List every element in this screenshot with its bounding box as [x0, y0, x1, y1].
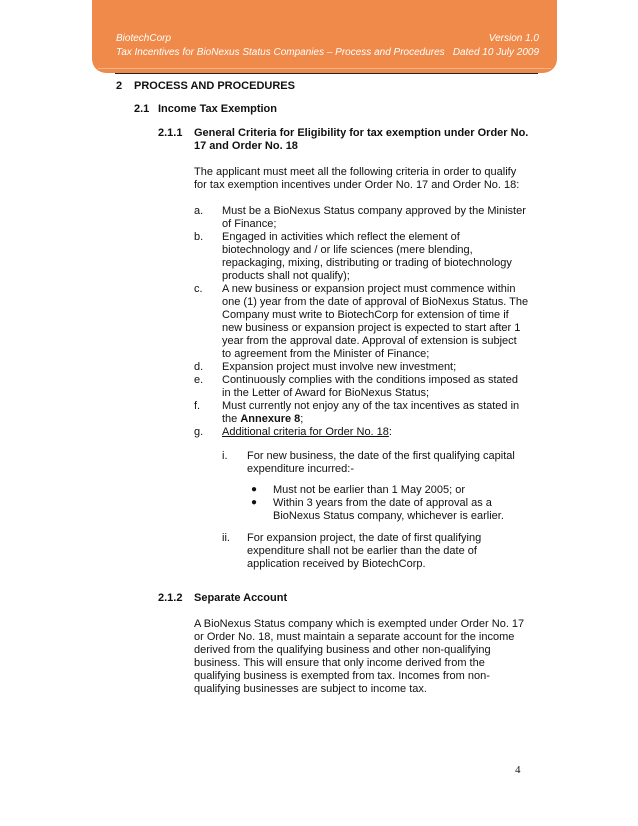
sub-i-line: expenditure incurred:-: [247, 463, 355, 475]
sub-i-line: For new business, the date of the first qualifying capital: [247, 450, 515, 462]
s211-intro-line1: The applicant must meet all the following criteria in order to qualify: [194, 166, 517, 178]
sub-ii-line: application received by BiotechCorp.: [247, 558, 426, 570]
annexure-ref: Annexure 8: [240, 413, 301, 425]
item-c-line: new business or expansion project is expected to start after 1: [222, 322, 521, 334]
s211-title-line2: 17 and Order No. 18: [194, 140, 298, 152]
s212-number: 2.1.2: [158, 592, 183, 604]
item-c-line: year from the approval date. Approval of extension is subject: [222, 335, 517, 347]
bullet-line: Within 3 years from the date of approval as a: [273, 497, 492, 509]
sub-ii-line: For expansion project, the date of first qualifying: [247, 532, 482, 544]
item-c-line: to agreement from the Minister of Finance;: [222, 348, 430, 360]
sub-i-marker: i.: [222, 450, 228, 462]
header-date: Dated 10 July 2009: [452, 47, 539, 58]
item-b-line: products shall not qualify);: [222, 270, 350, 282]
s212-line: or Order No. 18, must maintain a separate account for the income: [194, 631, 515, 643]
s211-intro-line2: for tax exemption incentives under Order No. 17 and Order No. 18:: [194, 179, 520, 191]
s212-line: derived from the qualifying business and other non-qualifying: [194, 644, 491, 656]
item-c-line: Company must write to BiotechCorp for extension of time if: [222, 309, 509, 321]
section-number: 2: [116, 80, 123, 92]
item-g-post: :: [388, 426, 392, 438]
subsection-title: Income Tax Exemption: [158, 103, 277, 115]
s211-number: 2.1.1: [158, 127, 183, 139]
sub-ii-marker: ii.: [222, 532, 230, 544]
header-org: BiotechCorp: [116, 33, 172, 44]
item-e-marker: e.: [194, 374, 204, 386]
item-b-marker: b.: [194, 231, 204, 243]
item-d-line: Expansion project must involve new investment;: [222, 361, 457, 373]
item-e-line: in the Letter of Award for BioNexus Status;: [222, 387, 430, 399]
item-a-line: Must be a BioNexus Status company approved by the Minister: [222, 205, 526, 217]
bullet-line: Must not be earlier than 1 May 2005; or: [273, 484, 465, 496]
sub-ii-line: expenditure shall not be earlier than the date of: [247, 545, 477, 557]
header-version: Version 1.0: [488, 33, 539, 44]
s212-line: qualifying business is exempted from tax. Incomes from non-: [194, 670, 490, 682]
item-b-line: Engaged in activities which reflect the element of: [222, 231, 460, 243]
item-c-marker: c.: [194, 283, 203, 295]
header-doc-title: Tax Incentives for BioNexus Status Companies – Process and Procedures: [116, 47, 445, 58]
page-number: 4: [515, 764, 521, 776]
item-a-marker: a.: [194, 205, 204, 217]
item-d-marker: d.: [194, 361, 204, 373]
s211-title-line1: General Criteria for Eligibility for tax exemption under Order No.: [194, 127, 529, 139]
item-a-line: of Finance;: [222, 218, 277, 230]
item-f-post: ;: [300, 413, 304, 425]
item-f-line-2: [222, 413, 303, 425]
item-b-line: repackaging, mixing, distributing or trading of biotechnology: [222, 257, 512, 269]
s212-line: business. This will ensure that only income derived from the: [194, 657, 485, 669]
bullet-icon: ●: [251, 497, 258, 508]
item-b-line: biotechnology and / or life sciences (mere blending,: [222, 244, 473, 256]
item-f-pre: the: [222, 413, 241, 425]
item-e-line: Continuously complies with the conditions imposed as stated: [222, 374, 518, 386]
item-f-marker: f.: [194, 400, 201, 412]
section-title: PROCESS AND PROCEDURES: [134, 80, 295, 92]
subsection-number: 2.1: [134, 103, 150, 115]
bullet-line: BioNexus Status company, whichever is earlier.: [273, 510, 504, 522]
s212-title: Separate Account: [194, 592, 288, 604]
item-g-marker: g.: [194, 426, 204, 438]
item-f-line: Must currently not enjoy any of the tax incentives as stated in: [222, 400, 520, 412]
s212-line: qualifying businesses are subject to income tax.: [194, 683, 427, 695]
item-c-line: one (1) year from the date of approval of BioNexus Status. The: [222, 296, 529, 308]
item-g-underlined: Additional criteria for Order No. 18: [222, 426, 389, 438]
s212-line: A BioNexus Status company which is exempted under Order No. 17: [194, 618, 525, 630]
header-rule: [115, 73, 538, 74]
item-c-line: A new business or expansion project must commence within: [222, 283, 516, 295]
bullet-icon: ●: [251, 484, 258, 495]
item-g-line: [222, 426, 392, 438]
